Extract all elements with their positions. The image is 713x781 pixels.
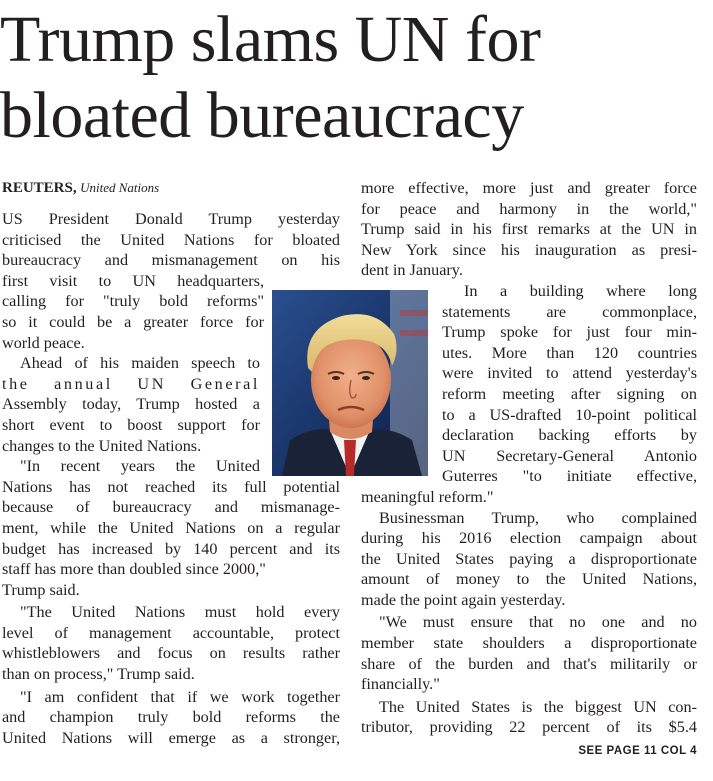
text-line: ment, while the United Nations on a regular	[2, 518, 340, 537]
text-line: level of management accountable, protect	[2, 623, 340, 642]
text-line: Assembly today, Trump hosted a	[2, 395, 260, 414]
text-line: "I am confident that if we work together	[20, 687, 340, 706]
text-line: first visit to UN headquarters,	[2, 271, 264, 290]
text-line: whistleblowers and focus on results rather	[2, 644, 340, 663]
byline-place: United Nations	[80, 180, 160, 195]
text-line: dent in January.	[361, 261, 463, 280]
text-line: changes to the United Nations.	[2, 436, 202, 455]
text-line: Trump said in his first remarks at the UN in	[361, 220, 697, 239]
continuation-reference: SEE PAGE 11 COL 4	[578, 745, 697, 757]
text-line: Nations has not reached its full potential	[2, 477, 340, 496]
paragraph	[2, 456, 340, 600]
text-line: Ahead of his maiden speech to	[20, 354, 260, 373]
text-line: the United States paying a disproportionate	[361, 549, 697, 568]
byline-agency: REUTERS,	[2, 180, 77, 196]
text-line: calling for "truly bold reforms"	[2, 292, 264, 311]
text-line: reform meeting after signing on	[442, 384, 697, 403]
text-line: The United States is the biggest UN con-	[379, 697, 697, 716]
paragraph	[361, 178, 697, 281]
text-line: during his 2016 election campaign about	[361, 529, 697, 548]
text-line: the annual UN General	[2, 374, 260, 393]
text-line: bureaucracy and mismanagement on his	[2, 251, 340, 270]
text-line: UN Secretary-General Antonio	[442, 446, 697, 465]
text-line: made the point again yesterday.	[361, 590, 566, 609]
text-line: Trump spoke for just four min-	[442, 323, 697, 342]
text-line: utes. More than 120 countries	[442, 343, 697, 362]
text-line: and champion truly bold reforms the	[2, 708, 340, 727]
text-line: financially."	[361, 675, 440, 694]
text-line: "In recent years the United	[20, 457, 260, 476]
paragraph	[361, 612, 697, 694]
text-line: member state shoulders a disproportionate	[361, 634, 697, 653]
text-line: to a US-drafted 10-point political	[442, 405, 697, 424]
paragraph	[361, 508, 697, 611]
text-line: budget has increased by 140 percent and its	[2, 539, 340, 558]
text-line: short event to boost support for	[2, 415, 260, 434]
text-line: share of the burden and that's militarily or	[361, 654, 697, 673]
text-line: "We must ensure that no one and no	[379, 613, 697, 632]
paragraph	[2, 602, 340, 684]
text-line: world peace.	[2, 333, 85, 352]
paragraph	[361, 281, 697, 508]
headline	[0, 2, 713, 154]
text-line: New York since his inauguration as presi-	[361, 240, 697, 259]
text-line: statements are commonplace,	[442, 302, 697, 321]
text-line: declaration backing efforts by	[442, 426, 697, 445]
text-line: criticised the United Nations for bloated	[2, 230, 340, 249]
text-line: In a building where long	[464, 281, 697, 300]
text-line: Guterres "to initiate effective,	[442, 467, 697, 486]
headline-line-2: bloated bureaucracy	[0, 79, 524, 152]
text-line: were invited to attend yesterday's	[442, 364, 697, 383]
headline-line-1: Trump slams UN for	[0, 3, 541, 76]
text-line: amount of money to the United Nations,	[361, 570, 697, 589]
text-line: for peace and harmony in the world,"	[361, 199, 697, 218]
text-line: because of bureaucracy and mismanage-	[2, 498, 340, 517]
text-line: United Nations will emerge as a stronger,	[2, 728, 340, 747]
paragraph	[2, 687, 340, 749]
right-column	[361, 178, 697, 738]
text-line: meaningful reform."	[361, 487, 494, 506]
text-line: staff has more than doubled since 2000,"	[2, 560, 266, 579]
paragraph	[361, 697, 697, 738]
text-line: so it could be a greater force for	[2, 312, 264, 331]
text-line: Businessman Trump, who complained	[379, 508, 697, 527]
byline	[2, 178, 340, 198]
text-line: tributor, providing 22 percent of its $5.4	[361, 718, 697, 737]
text-line: Trump said.	[2, 580, 80, 599]
text-line: "The United Nations must hold every	[20, 603, 340, 622]
text-line: than on process," Trump said.	[2, 665, 195, 684]
text-line: more effective, more just and greater force	[361, 179, 697, 197]
text-line: US President Donald Trump yesterday	[2, 210, 340, 228]
